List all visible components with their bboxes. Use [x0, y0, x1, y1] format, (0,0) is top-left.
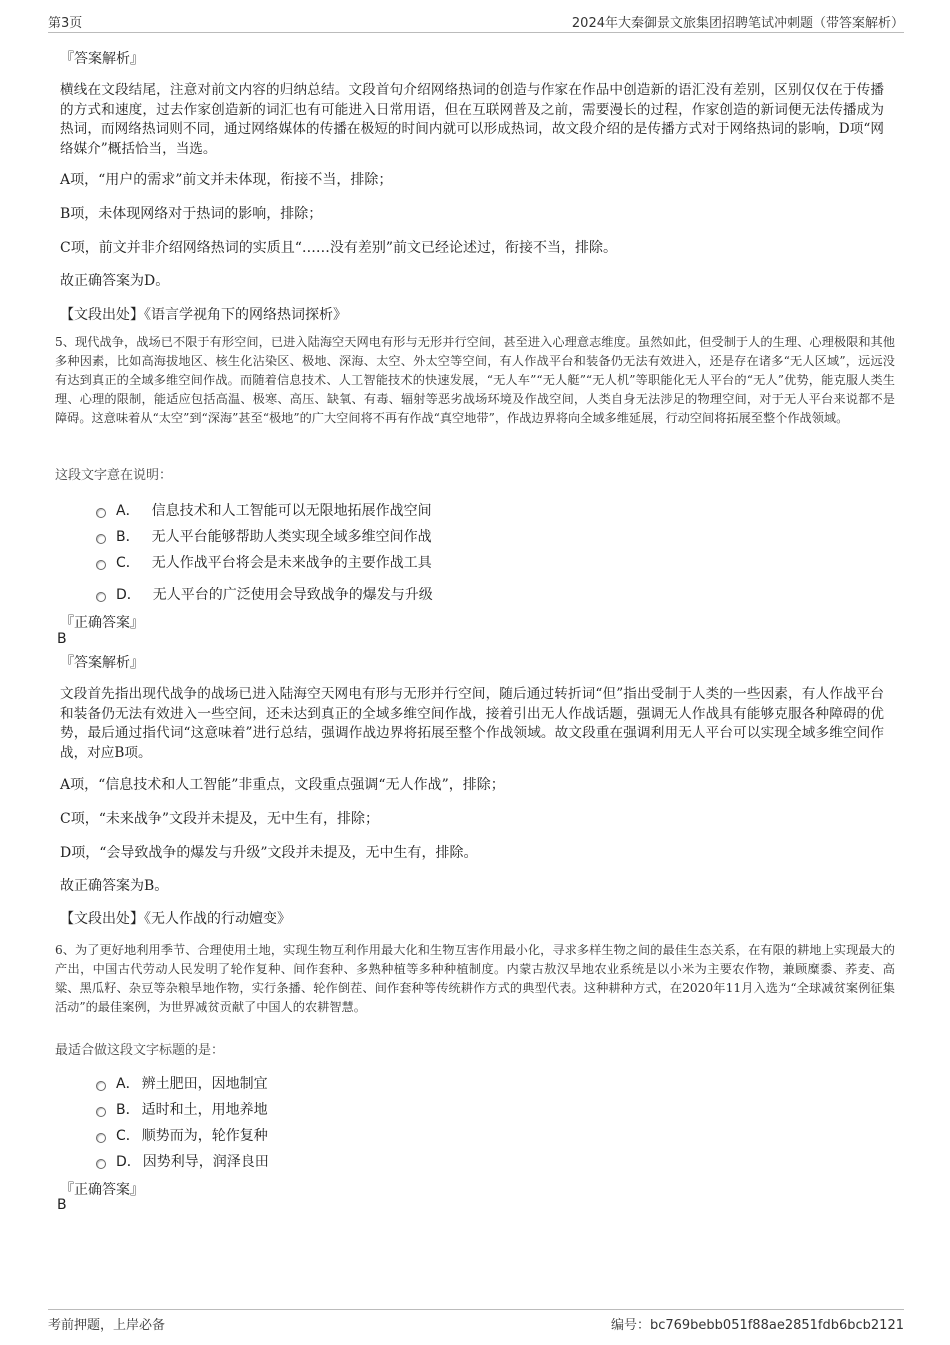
q6-option-a[interactable]: [96, 1073, 268, 1093]
analysis-label: 『答案解析』: [60, 655, 144, 671]
question-6-prompt: 最适合做这段文字标题的是：: [55, 1043, 225, 1058]
radio-icon[interactable]: [96, 560, 106, 570]
analysis-label: 『答案解析』: [60, 51, 144, 67]
option-letter: C．: [116, 555, 140, 571]
option-text: 无人平台能够帮助人类实现全域多维空间作战: [151, 529, 432, 545]
correct-answer-label: 『正确答案』: [60, 1182, 144, 1198]
radio-icon[interactable]: [96, 1159, 106, 1169]
option-text: 因势利导，润泽良田: [142, 1154, 269, 1170]
radio-icon[interactable]: [96, 534, 106, 544]
option-text: 无人平台的广泛使用会导致战争的爆发与升级: [152, 587, 433, 603]
q5-option-b[interactable]: [96, 526, 432, 546]
analysis-point-d: D项，“会导致战争的爆发与升级”文段并未提及，无中生有，排除。: [60, 845, 478, 861]
option-text: 辨土肥田，因地制宜: [141, 1076, 268, 1092]
header-divider: [48, 32, 904, 33]
analysis-point-a: A项，“信息技术和人工智能”非重点，文段重点强调“无人作战”，排除；: [60, 777, 505, 793]
source-citation: 【文段出处】《无人作战的行动嬗变》: [60, 911, 291, 927]
document-title: 2024年大秦御景文旅集团招聘笔试冲刺题（带答案解析）: [571, 16, 904, 31]
q6-option-d[interactable]: [96, 1151, 269, 1171]
option-letter: D．: [116, 587, 141, 603]
option-text: 顺势而为，轮作复种: [141, 1128, 268, 1144]
q5-option-a[interactable]: [96, 500, 432, 520]
analysis-text: 横线在文段结尾，注意对前文内容的归纳总结。文段首句介绍网络热词的创造与作家在作品中创造新的语汇没有差别，区别仅仅在于传播的方式和速度，过去作家创造新的词汇也有可能进入日常用语，但在互联网普及之前，需要漫长的过程，作家创造的新词便无法传播成为热词，而网络热词则不同，通过网络媒体的传播在极短的时间内就可以形成热词，故文段介绍的是传播方式对于网络热词的影响，D项“网络媒介”概括恰当，当选。: [60, 82, 884, 157]
radio-icon[interactable]: [96, 1107, 106, 1117]
question-6-stem: 6、为了更好地利用季节、合理使用土地，实现生物互利作用最大化和生物互害作用最小化，寻求多样生物之间的最佳生态关系，在有限的耕地上实现最大的产出，中国古代劳动人民发明了轮作复种、间作套种、多熟种植等多种种植制度。内蒙古敖汉旱地农业系统是以小米为主要农作物，兼顾糜黍、荞麦、高粱、黑瓜籽、杂豆等杂粮旱地作物，实行条播、轮作倒茬、间作套种等传统耕作方式的典型代表。这种耕种方式，在2020年11月入选为“全球减贫案例征集活动”的最佳案例，为世界减贫贡献了中国人的农耕智慧。: [55, 943, 895, 1014]
page-number: 第3页: [48, 16, 83, 31]
source-citation: 【文段出处】《语言学视角下的网络热词探析》: [60, 307, 347, 323]
option-letter: B．: [116, 529, 140, 545]
question-5-prompt: 这段文字意在说明：: [55, 468, 173, 483]
option-letter: A．: [116, 503, 140, 519]
conclusion: 故正确答案为D。: [60, 273, 170, 289]
option-text: 信息技术和人工智能可以无限地拓展作战空间: [151, 503, 432, 519]
analysis-text: 文段首先指出现代战争的战场已进入陆海空天网电有形与无形并行空间，随后通过转折词“但”指出受制于人类的一些因素，有人作战平台和装备仍无法有效进入一些空间，还未达到真正的全域多维空间作战，接着引出无人作战话题，强调无人作战具有能够克服各种障碍的优势，最后通过指代词“这意味着”进行总结，强调作战边界将拓展至整个作战领域。故文段重在强调利用无人平台可以实现全域多维空间作战，对应B项。: [60, 686, 884, 761]
correct-answer-label: 『正确答案』: [60, 615, 144, 631]
option-letter: B．: [116, 1102, 140, 1118]
q6-option-c[interactable]: [96, 1125, 268, 1145]
footer-document-id: 编号：bc769bebb051f88ae2851fdb6bcb2121: [610, 1318, 904, 1333]
option-letter: A．: [116, 1076, 140, 1092]
analysis-point-c: C项，前文并非介绍网络热词的实质且“……没有差别”前文已经论述过，衔接不当，排除。: [60, 240, 618, 256]
correct-answer-value: B: [57, 1197, 67, 1213]
conclusion: 故正确答案为B。: [60, 878, 169, 894]
correct-answer-value: B: [57, 631, 67, 647]
option-text: 适时和土，用地养地: [141, 1102, 268, 1118]
question-5-stem: 5、现代战争，战场已不限于有形空间，已进入陆海空天网电有形与无形并行空间，甚至进入心理意志维度。虽然如此，但受制于人的生理、心理极限和其他多种因素，比如高海拔地区、核生化沾染区、极地、深海、太空、外太空等空间，有人作战平台和装备仍无法有效进入，还是存在诸多“无人区域”，远远没有达到真正的全域多维空间作战。而随着信息技术、人工智能技术的快速发展，“无人车”“无人艇”“无人机”等职能化无人平台的“无人”优势，能克服人类生理、心理的限制，能适应包括高温、极寒、高压、缺氧、有毒、辐射等恶劣战场环境及作战空间，人类自身无法涉足的物理空间，对于无人平台来说都不是障碍。这意味着从“太空”到“深海”甚至“极地”的广大空间将不再有作战“真空地带”，作战边界将向全域多维延展，行动空间将拓展至整个作战领域。: [55, 335, 895, 425]
radio-icon[interactable]: [96, 592, 106, 602]
q5-option-d[interactable]: [96, 584, 433, 604]
radio-icon[interactable]: [96, 1081, 106, 1091]
q6-option-b[interactable]: [96, 1099, 268, 1119]
analysis-point-a: A项，“用户的需求”前文并未体现，衔接不当，排除；: [60, 172, 393, 188]
option-letter: D．: [116, 1154, 141, 1170]
radio-icon[interactable]: [96, 1133, 106, 1143]
radio-icon[interactable]: [96, 508, 106, 518]
footer-divider: [48, 1309, 904, 1310]
option-text: 无人作战平台将会是未来战争的主要作战工具: [151, 555, 432, 571]
q5-option-c[interactable]: [96, 552, 432, 572]
analysis-point-c: C项，“未来战争”文段并未提及，无中生有，排除；: [60, 811, 380, 827]
footer-slogan: 考前押题，上岸必备: [48, 1318, 166, 1333]
option-letter: C．: [116, 1128, 140, 1144]
analysis-point-b: B项，未体现网络对于热词的影响，排除；: [60, 206, 323, 222]
